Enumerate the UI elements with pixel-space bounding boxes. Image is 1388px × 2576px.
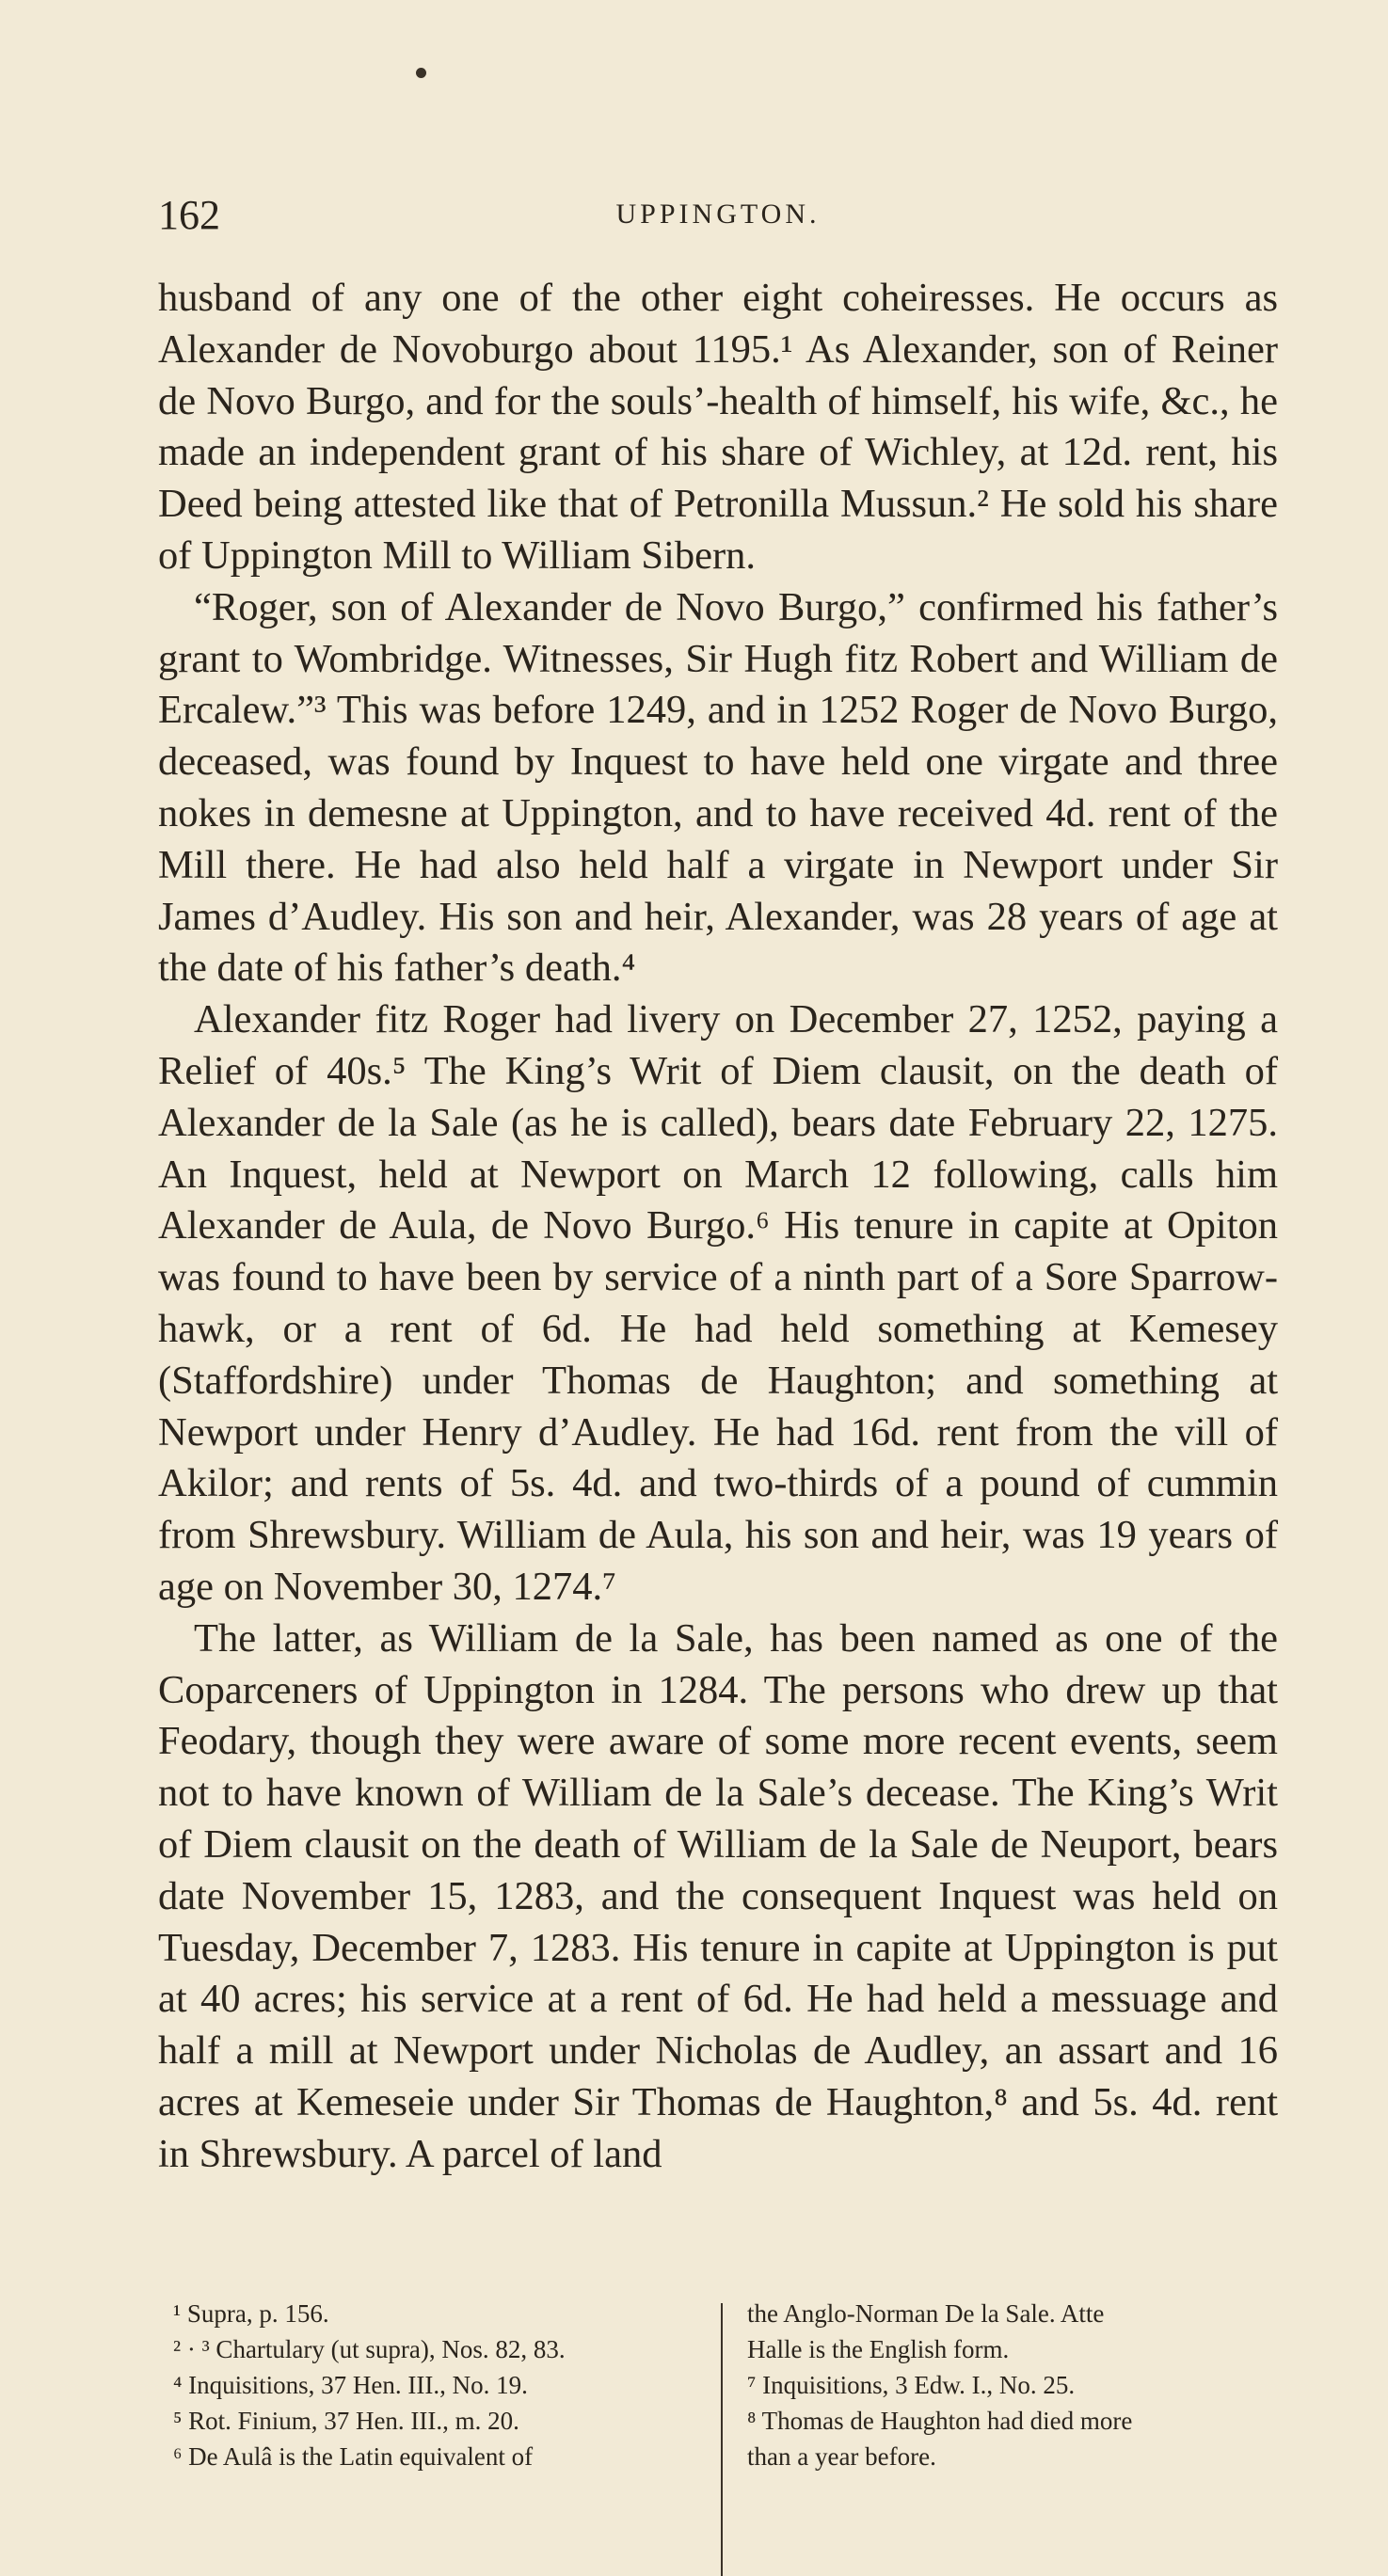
footnote: ² · ³ Chartulary (ut supra), Nos. 82, 83. xyxy=(173,2335,566,2363)
footnotes-left-column xyxy=(173,2296,695,2474)
footnote: ⁶ De Aulâ is the Latin equivalent of xyxy=(173,2442,534,2471)
footnote: ⁸ Thomas de Haughton had died more xyxy=(747,2407,1133,2435)
body-text xyxy=(158,273,1278,2180)
paragraph: “Roger, son of Alexander de Novo Burgo,” confirmed his father’s grant to Wombridge. Witnesses, Sir Hugh fitz Robert and William de Ercalew.”³ This was before 1249, and in 1252 Roger de Novo Burgo, deceased, was found by Inquest to have held one virgate and three nokes in demesne at Uppington, and to have received 4d. rent of the Mill there. He had also held half a virgate in Newport under Sir James d’Audley. His son and heir, Alexander, was 28 years of age at the date of his father’s death.⁴ xyxy=(158,584,1278,991)
printer-mark xyxy=(416,68,426,78)
footnote-divider xyxy=(721,2303,723,2576)
footnote: ⁵ Rot. Finium, 37 Hen. III., m. 20. xyxy=(173,2407,519,2435)
footnote: ⁴ Inquisitions, 37 Hen. III., No. 19. xyxy=(173,2371,528,2399)
footnote: the Anglo-Norman De la Sale. Atte xyxy=(747,2299,1105,2328)
running-title: UPPINGTON. xyxy=(615,199,821,230)
page-number: 162 xyxy=(158,192,220,238)
footnote: than a year before. xyxy=(747,2442,936,2471)
footnotes-right-column xyxy=(747,2296,1269,2474)
footnote: ¹ Supra, p. 156. xyxy=(173,2299,329,2328)
paragraph: The latter, as William de la Sale, has been named as one of the Coparceners of Uppington in 1284. The persons who drew up that Feodary, though they were aware of some more recent events, seem not to have known of William de la Sale’s decease. The King’s Writ of Diem clausit on the death of William de la Sale de Neuport, bears date November 15, 1283, and the consequent Inquest was held on Tuesday, December 7, 1283. His tenure in capite at Uppington is put at 40 acres; his service at a rent of 6d. He had held a messuage and half a mill at Newport under Nicholas de Audley, an assart and 16 acres at Kemeseie under Sir Thomas de Haughton,⁸ and 5s. 4d. rent in Shrewsbury. A parcel of land xyxy=(158,1615,1278,2176)
paragraph: Alexander fitz Roger had livery on December 27, 1252, paying a Relief of 40s.⁵ The King’s Writ of Diem clausit, on the death of Alexander de la Sale (as he is called), bears date February 22, 1275. An Inquest, held at Newport on March 12 following, calls him Alexander de Aula, de Novo Burgo.⁶ His tenure in capite at Opiton was found to have been by service of a ninth part of a Sore Sparrow-hawk, or a rent of 6d. He had held something at Kemesey (Staffordshire) under Thomas de Haughton; and something at Newport under Henry d’Audley. He had 16d. rent from the vill of Akilor; and rents of 5s. 4d. and two-thirds of a pound of cummin from Shrewsbury. William de Aula, his son and heir, was 19 years of age on November 30, 1274.⁷ xyxy=(158,997,1278,1609)
paragraph: husband of any one of the other eight coheiresses. He occurs as Alexander de Novoburgo about 1195.¹ As Alexander, son of Reiner de Novo Burgo, and for the souls’-health of himself, his wife, &c., he made an independent grant of his share of Wichley, at 12d. rent, his Deed being attested like that of Petronilla Mussun.² He sold his share of Uppington Mill to William Sibern. xyxy=(158,276,1278,578)
footnote: Halle is the English form. xyxy=(747,2335,1010,2363)
footnote: ⁷ Inquisitions, 3 Edw. I., No. 25. xyxy=(747,2371,1076,2399)
page-header xyxy=(158,191,1278,247)
